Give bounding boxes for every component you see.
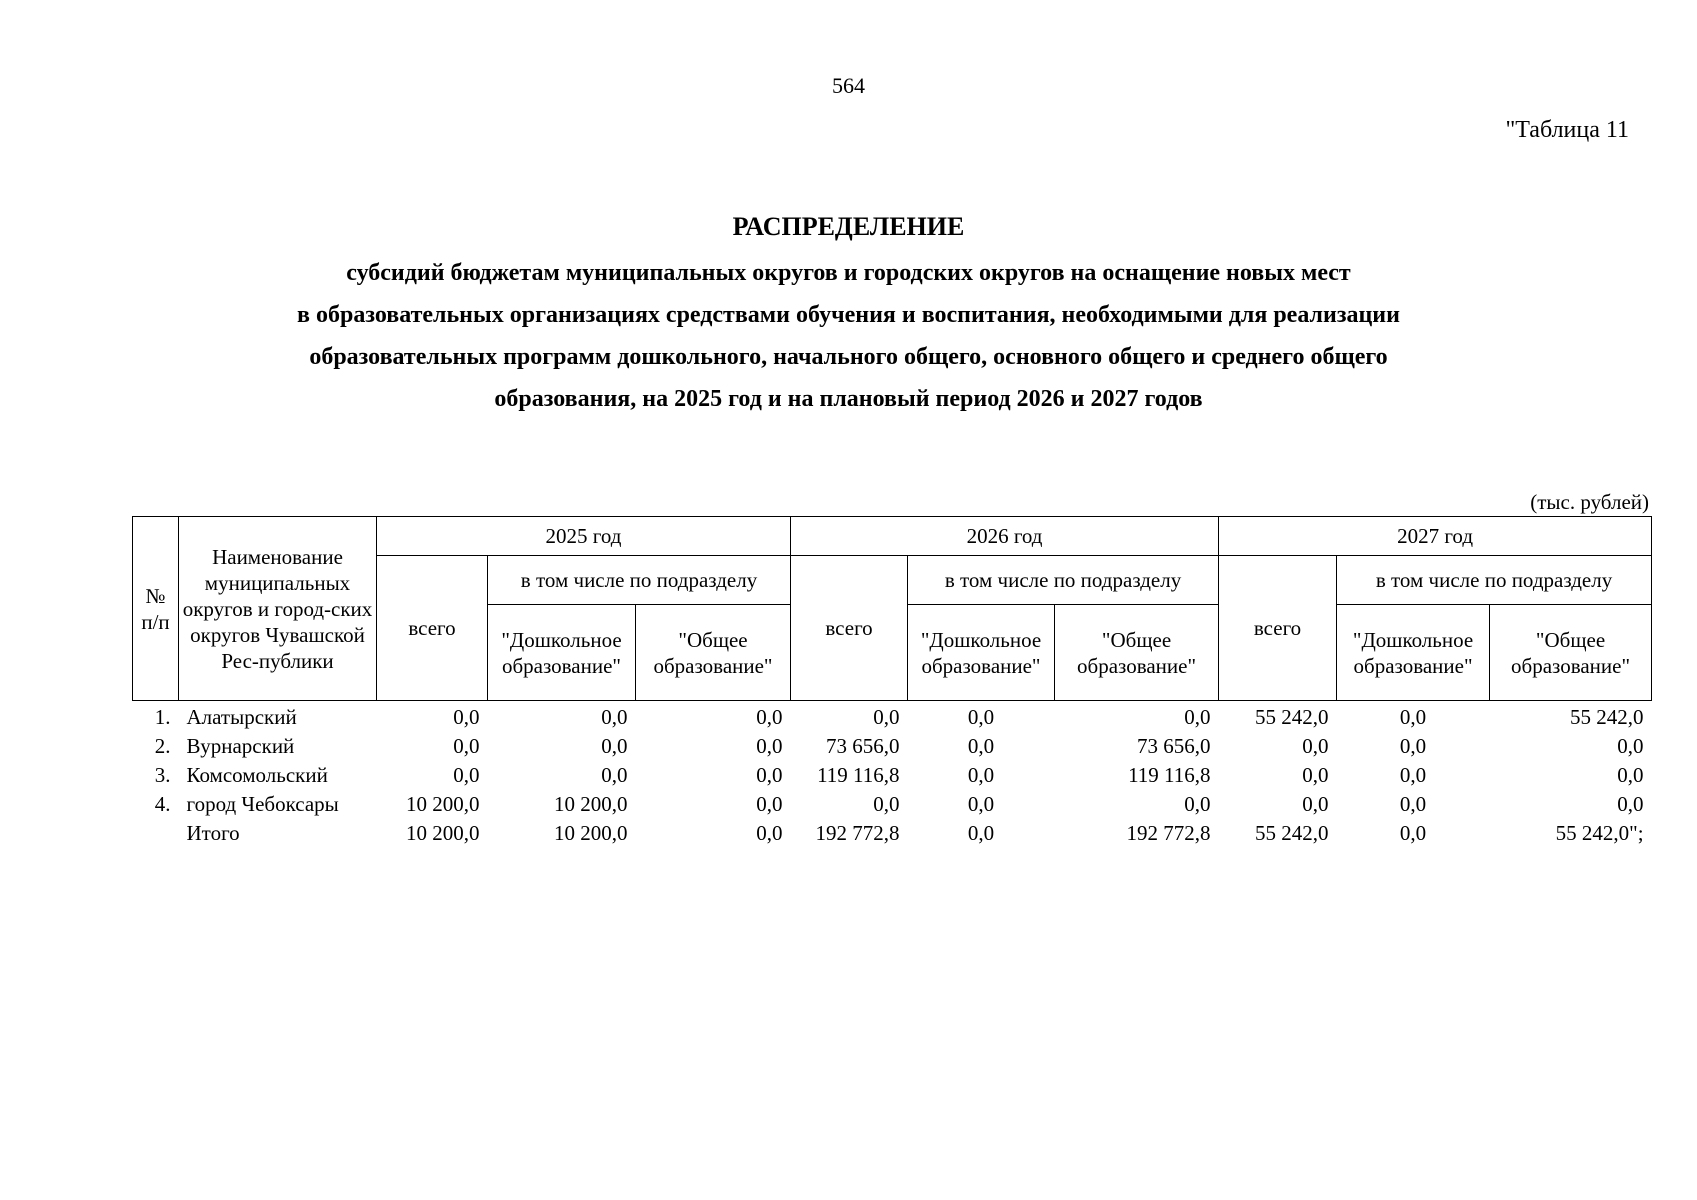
cell-value: 0,0 [873, 792, 900, 816]
subtitle-line: образовательных программ дошкольного, начального общего, основного общего и среднего общего [309, 344, 1388, 370]
cell-value: 0,0 [756, 705, 783, 729]
header-preschool: "Дошкольное образование" [488, 605, 636, 701]
row-number: 1. [154, 705, 171, 729]
cell-value: 0,0 [1184, 792, 1211, 816]
cell-value: 55 242,0 [1570, 705, 1644, 729]
cell-value: 0,0 [1617, 734, 1644, 758]
cell-value: 0,0 [1302, 734, 1329, 758]
cell-value: 0,0 [601, 705, 628, 729]
subtitle-line: образования, на 2025 год и на плановый период 2026 и 2027 годов [494, 386, 1203, 412]
header-num: № п/п [133, 517, 179, 701]
header-year-2027: 2027 год [1219, 517, 1652, 556]
total-row [133, 819, 1652, 848]
table-row [133, 761, 1652, 790]
header-including: в том числе по подразделу [908, 556, 1219, 605]
cell-value: 10 200,0 [406, 792, 480, 816]
header-including: в том числе по подразделу [488, 556, 791, 605]
table-row [133, 701, 1652, 733]
cell-value: 0,0 [1184, 705, 1211, 729]
title-block [0, 210, 1697, 420]
row-number: 2. [154, 734, 171, 758]
cell-value: 0,0 [967, 763, 995, 787]
header-total: всего [377, 556, 488, 701]
cell-value: 0,0 [1399, 734, 1427, 758]
table-row [133, 790, 1652, 819]
header-row-years [133, 517, 1652, 556]
cell-value: 0,0 [453, 705, 480, 729]
row-name: Комсомольский [186, 763, 328, 787]
header-preschool: "Дошкольное образование" [908, 605, 1055, 701]
cell-value: 0,0 [967, 792, 995, 816]
distribution-table [132, 516, 1652, 848]
cell-value: 55 242,0"; [1555, 821, 1644, 845]
header-including: в том числе по подразделу [1337, 556, 1652, 605]
cell-value: 0,0 [1302, 763, 1329, 787]
header-general: "Общее образование" [636, 605, 791, 701]
cell-value: 0,0 [1617, 763, 1644, 787]
cell-value: 0,0 [453, 763, 480, 787]
header-total: всего [1219, 556, 1337, 701]
cell-value: 0,0 [601, 763, 628, 787]
cell-value: 0,0 [1399, 821, 1427, 845]
header-preschool: "Дошкольное образование" [1337, 605, 1490, 701]
header-general: "Общее образование" [1055, 605, 1219, 701]
units-label: (тыс. рублей) [1530, 490, 1649, 514]
cell-value: 0,0 [1399, 792, 1427, 816]
row-name: Алатырский [186, 705, 297, 729]
table-reference: "Таблица 11 [1505, 117, 1629, 143]
cell-value: 0,0 [967, 705, 995, 729]
table-row [133, 732, 1652, 761]
cell-value: 0,0 [601, 734, 628, 758]
cell-value: 192 772,8 [1126, 821, 1211, 845]
cell-value: 119 116,8 [1128, 763, 1211, 787]
page-number: 564 [832, 73, 865, 98]
cell-value: 192 772,8 [815, 821, 900, 845]
cell-value: 0,0 [756, 821, 783, 845]
cell-value: 10 200,0 [406, 821, 480, 845]
cell-value: 0,0 [756, 734, 783, 758]
total-label: Итого [186, 821, 240, 845]
cell-value: 0,0 [1302, 792, 1329, 816]
header-total: всего [791, 556, 908, 701]
cell-value: 0,0 [967, 821, 995, 845]
cell-value: 73 656,0 [1137, 734, 1211, 758]
header-name: Наименование муниципальных округов и город-ских округов Чувашской Рес-публики [179, 517, 377, 701]
subtitle-line: в образовательных организациях средствами обучения и воспитания, необходимыми для реализации [297, 302, 1400, 328]
row-name: город Чебоксары [186, 792, 339, 816]
document-title: РАСПРЕДЕЛЕНИЕ [732, 212, 965, 241]
cell-value: 0,0 [1399, 705, 1427, 729]
cell-value: 0,0 [1399, 763, 1427, 787]
cell-value: 0,0 [967, 734, 995, 758]
cell-value: 119 116,8 [817, 763, 900, 787]
cell-value: 73 656,0 [826, 734, 900, 758]
cell-value: 55 242,0 [1255, 821, 1329, 845]
cell-value: 10 200,0 [554, 821, 628, 845]
header-general: "Общее образование" [1490, 605, 1652, 701]
cell-value: 0,0 [1617, 792, 1644, 816]
row-number: 3. [154, 763, 171, 787]
cell-value: 55 242,0 [1255, 705, 1329, 729]
cell-value: 0,0 [756, 792, 783, 816]
header-year-2026: 2026 год [791, 517, 1219, 556]
header-year-2025: 2025 год [377, 517, 791, 556]
row-number-empty [133, 819, 179, 848]
row-name: Вурнарский [186, 734, 295, 758]
cell-value: 0,0 [756, 763, 783, 787]
subtitle-line: субсидий бюджетам муниципальных округов и городских округов на оснащение новых мест [346, 260, 1351, 286]
row-number: 4. [154, 792, 171, 816]
cell-value: 10 200,0 [554, 792, 628, 816]
cell-value: 0,0 [873, 705, 900, 729]
cell-value: 0,0 [453, 734, 480, 758]
